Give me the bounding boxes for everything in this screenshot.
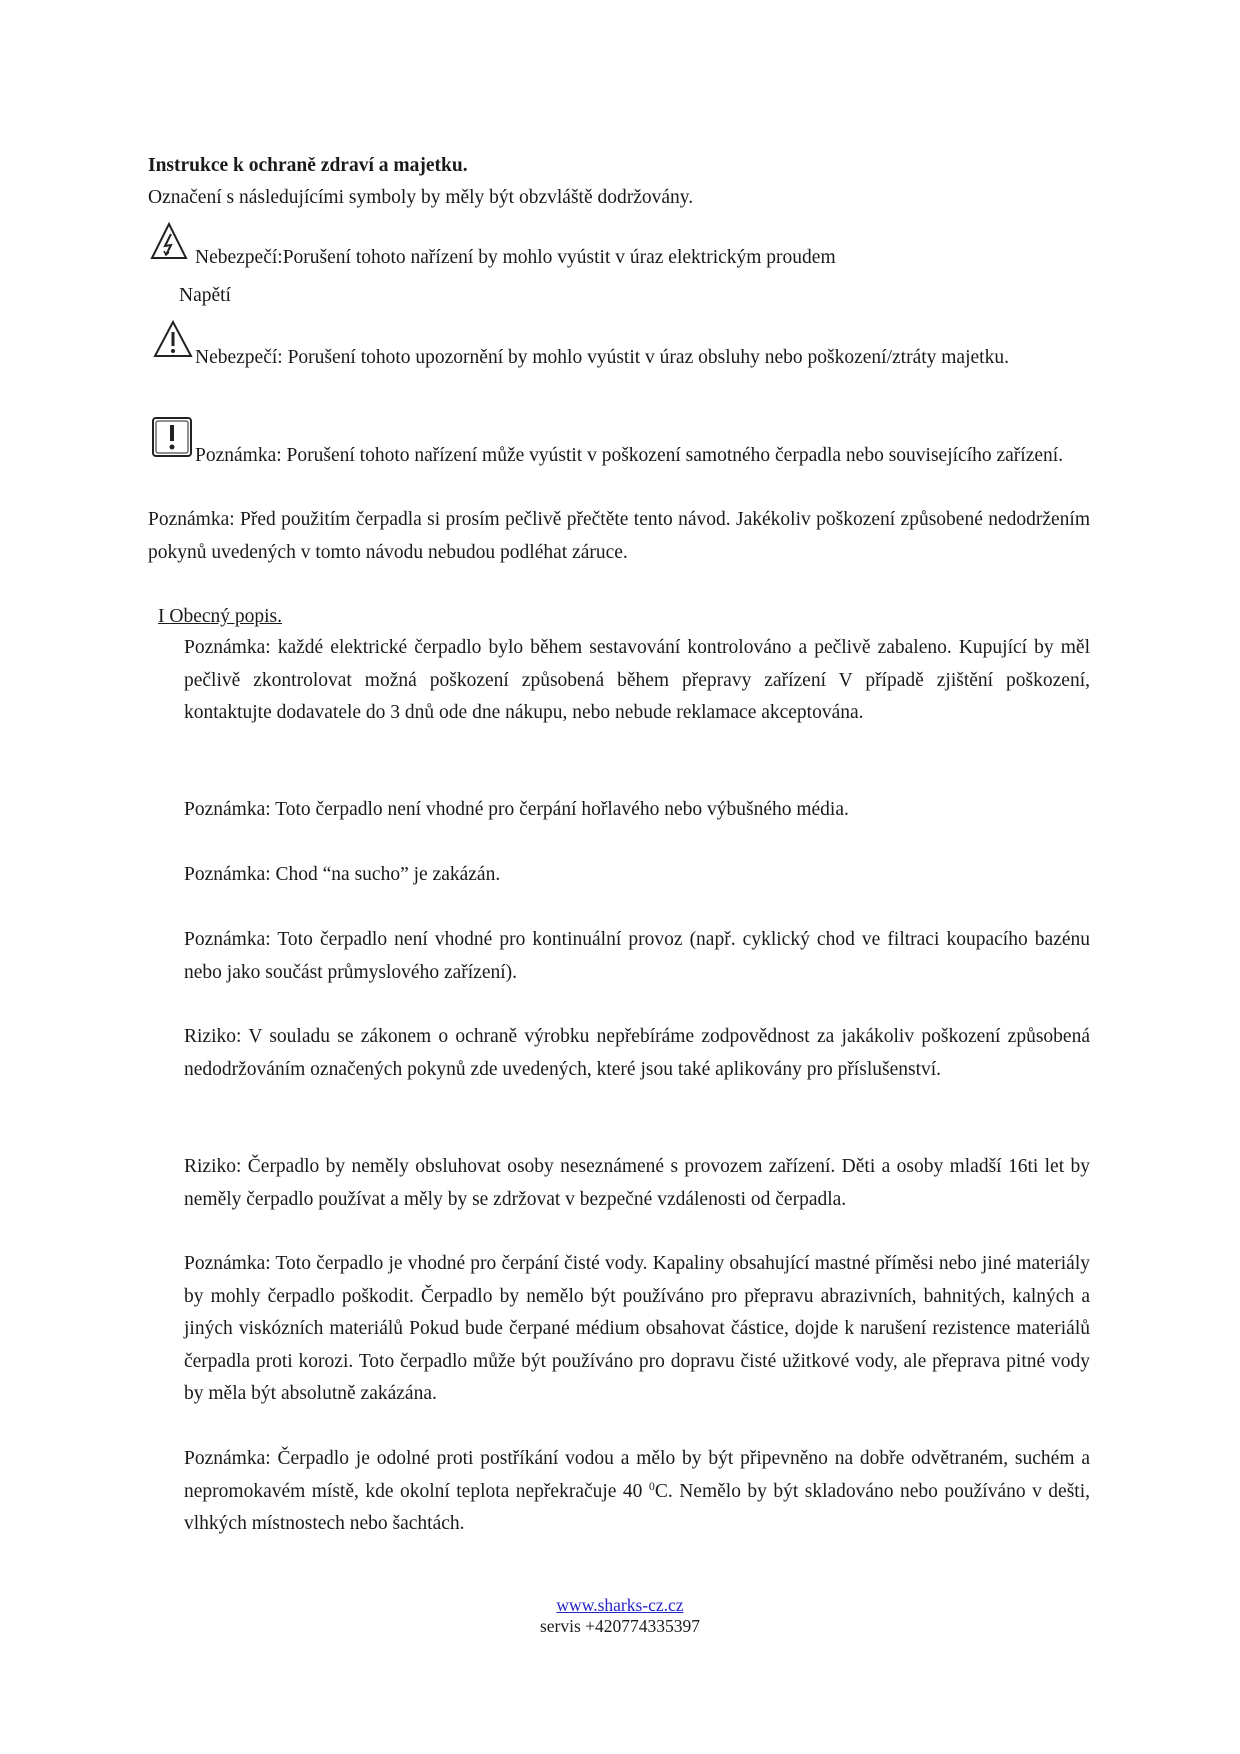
page-heading: Instrukce k ochraně zdraví a majetku.: [148, 155, 468, 176]
section-title: [158, 601, 282, 634]
website-link[interactable]: www.sharks-cz.cz: [556, 1595, 684, 1615]
warning-note-text: Poznámka: Porušení tohoto nařízení může vyústit v poškození samotného čerpadla nebo souvisejícího zařízení.: [195, 445, 1064, 466]
paragraph-clean-water: Poznámka: Toto čerpadlo je vhodné pro čerpání čisté vody. Kapaliny obsahující mastné příměsi nebo jiné materiály by mohly čerpadlo poškodit. Čerpadlo by nemělo být používáno pro přepravu abrazivních, bahnitých, kalných a jiných viskózních materiálů Pokud bude čerpané médium obsahovat částice, dojde k narušení rezistence materiálů čerpadla proti korozi. Toto čerpadlo může být používáno pro dopravu čisté užitkové vody, ale přeprava pitné vody by měla být absolutně zakázána.: [184, 1253, 1090, 1404]
paragraph-placement: Poznámka: Čerpadlo je odolné proti postříkání vodou a mělo by být připevněno na dobře odvětraném, suchém a nepromokavém místě, kde okolní teplota nepřekračuje 40 $^0$C. Nemělo by být skladováno nebo používáno v dešti, vlhkých místnostech nebo šachtách.: [184, 1448, 1090, 1534]
warning-voltage-label: Napětí: [179, 285, 231, 306]
paragraph-liability: Riziko: V souladu se zákonem o ochraně výrobku nepřebíráme zodpovědnost za jakákoliv poškození způsobená nedodržováním označených pokynů zde uvedených, které jsou také aplikovány pro příslušenství.: [184, 1026, 1090, 1080]
degree-superscript: 0: [648, 1478, 655, 1493]
paragraph-damage-check: Poznámka: každé elektrické čerpadlo bylo během sestavování kontrolováno a pečlivě zabaleno. Kupující by měl pečlivě zkontrolovat možná poškození způsobená během přepravy zařízení V případě zjištění poškození, kontaktujte dodavatele do 3 dnů ode dne nákupu, nebo nebude reklamace akceptována.: [184, 637, 1090, 723]
warning-hazard-text: Nebezpečí: Porušení tohoto upozornění by mohlo vyústit v úraz obsluhy nebo poškození/ztráty majetku.: [195, 347, 1009, 368]
section-title-text: Obecný popis.: [169, 606, 283, 627]
paragraph-operators: Riziko: Čerpadlo by neměly obsluhovat osoby neseznámené s provozem zařízení. Děti a osoby mladší 16ti let by neměly čerpadlo používat a měly by se zdržovat v bezpečné vzdálenosti od čerpadla.: [184, 1156, 1090, 1210]
footer: [0, 1595, 1240, 1637]
high-voltage-icon: [150, 222, 188, 260]
intro-text: Označení s následujícími symboly by měly být obzvláště dodržovány.: [148, 187, 694, 208]
paragraph-flammable: Poznámka: Toto čerpadlo není vhodné pro čerpání hořlavého nebo výbušného média.: [184, 799, 849, 820]
section-number: I: [158, 606, 165, 627]
paragraph-dry-run: Poznámka: Chod “na sucho” je zakázán.: [184, 864, 501, 885]
paragraph-continuous: Poznámka: Toto čerpadlo není vhodné pro kontinuální provoz (např. cyklický chod ve filtraci koupacího bazénu nebo jako součást průmyslového zařízení).: [184, 929, 1090, 983]
note-intro: Poznámka: Před použitím čerpadla si prosím pečlivě přečtěte tento návod. Jakékoliv poškození způsobené nedodržením pokynů uvedených v tomto návodu nebudou podléhat záruce.: [148, 509, 1090, 563]
warning-voltage-text: Nebezpečí:Porušení tohoto nařízení by mohlo vyústit v úraz elektrickým proudem: [195, 247, 836, 268]
service-phone: servis +420774335397: [539, 1616, 701, 1636]
